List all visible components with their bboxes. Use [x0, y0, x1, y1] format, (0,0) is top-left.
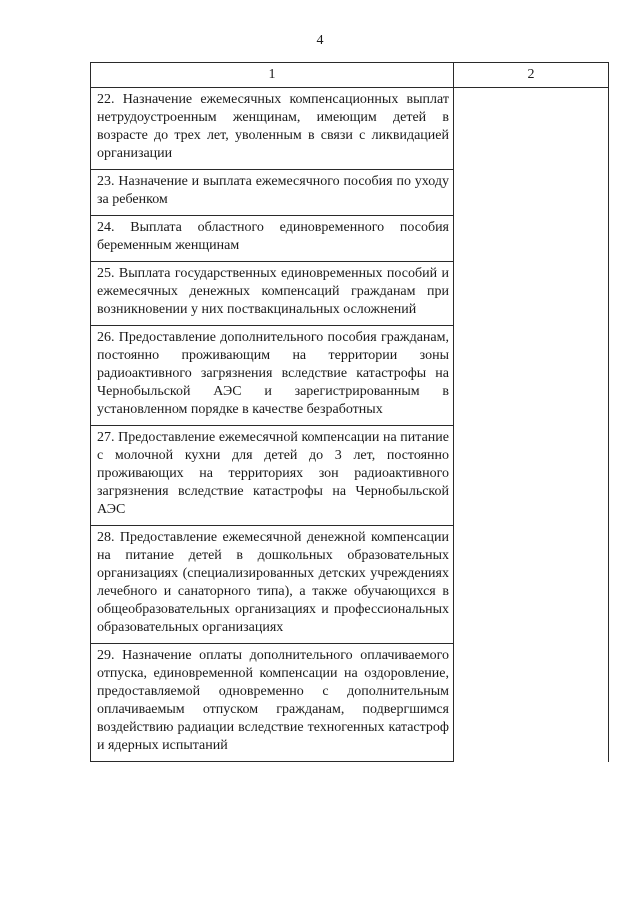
column-header-2: 2: [454, 63, 609, 88]
row-text: 27. Предоставление ежемесячной компенсации на питание с молочной кухни для детей до 3 лет, постоянно проживающих на территориях зон радиоактивного загрязнения вследствие катастрофы на Чернобыльской АЭС: [91, 426, 453, 526]
services-table: [90, 62, 609, 762]
table-cell-text: [91, 526, 454, 644]
column-header-1: 1: [91, 63, 454, 88]
table-cell-empty: [454, 88, 609, 762]
row-text: 22. Назначение ежемесячных компенсационных выплат нетрудоустроенным женщинам, имеющим детей в возрасте до трех лет, уволенным в связи с ликвидацией организации: [91, 88, 453, 170]
table-cell-text: [91, 88, 454, 171]
row-text: 28. Предоставление ежемесячной денежной компенсации на питание детей в дошкольных образовательных организациях (специализированных детских учреждениях лечебного и санаторного типа), а также обучающихся в общеобразовательных организациях и профессиональных образовательных организациях: [91, 526, 453, 644]
row-text: 25. Выплата государственных единовременных пособий и ежемесячных денежных компенсаций гражданам при возникновении у них поствакцинальных осложнений: [91, 262, 453, 326]
page-number: 4: [316, 33, 324, 48]
row-text: 23. Назначение и выплата ежемесячного пособия по уходу за ребенком: [91, 170, 453, 216]
table-cell-text: [91, 262, 454, 326]
table-cell-text: [91, 326, 454, 426]
table-cell-text: [91, 216, 454, 262]
table-header-row: [91, 63, 609, 88]
row-text: 24. Выплата областного единовременного пособия беременным женщинам: [91, 216, 453, 262]
row-text: 26. Предоставление дополнительного пособия гражданам, постоянно проживающим на территории зоны радиоактивного загрязнения вследствие катастрофы на Чернобыльской АЭС и зарегистрированным в установленном порядке в качестве безработных: [91, 326, 453, 426]
table-row: [91, 88, 609, 171]
table-cell-text: [91, 426, 454, 526]
row-text: 29. Назначение оплаты дополнительного оплачиваемого отпуска, единовременной компенсации на оздоровление, предоставляемой одновременно с дополнительным оплачиваемым отпуском гражданам, подвергшимся воздействию радиации вследствие техногенных катастроф и ядерных испытаний: [97, 648, 449, 753]
table-cell-text: [91, 644, 454, 762]
table-cell-text: [91, 170, 454, 216]
